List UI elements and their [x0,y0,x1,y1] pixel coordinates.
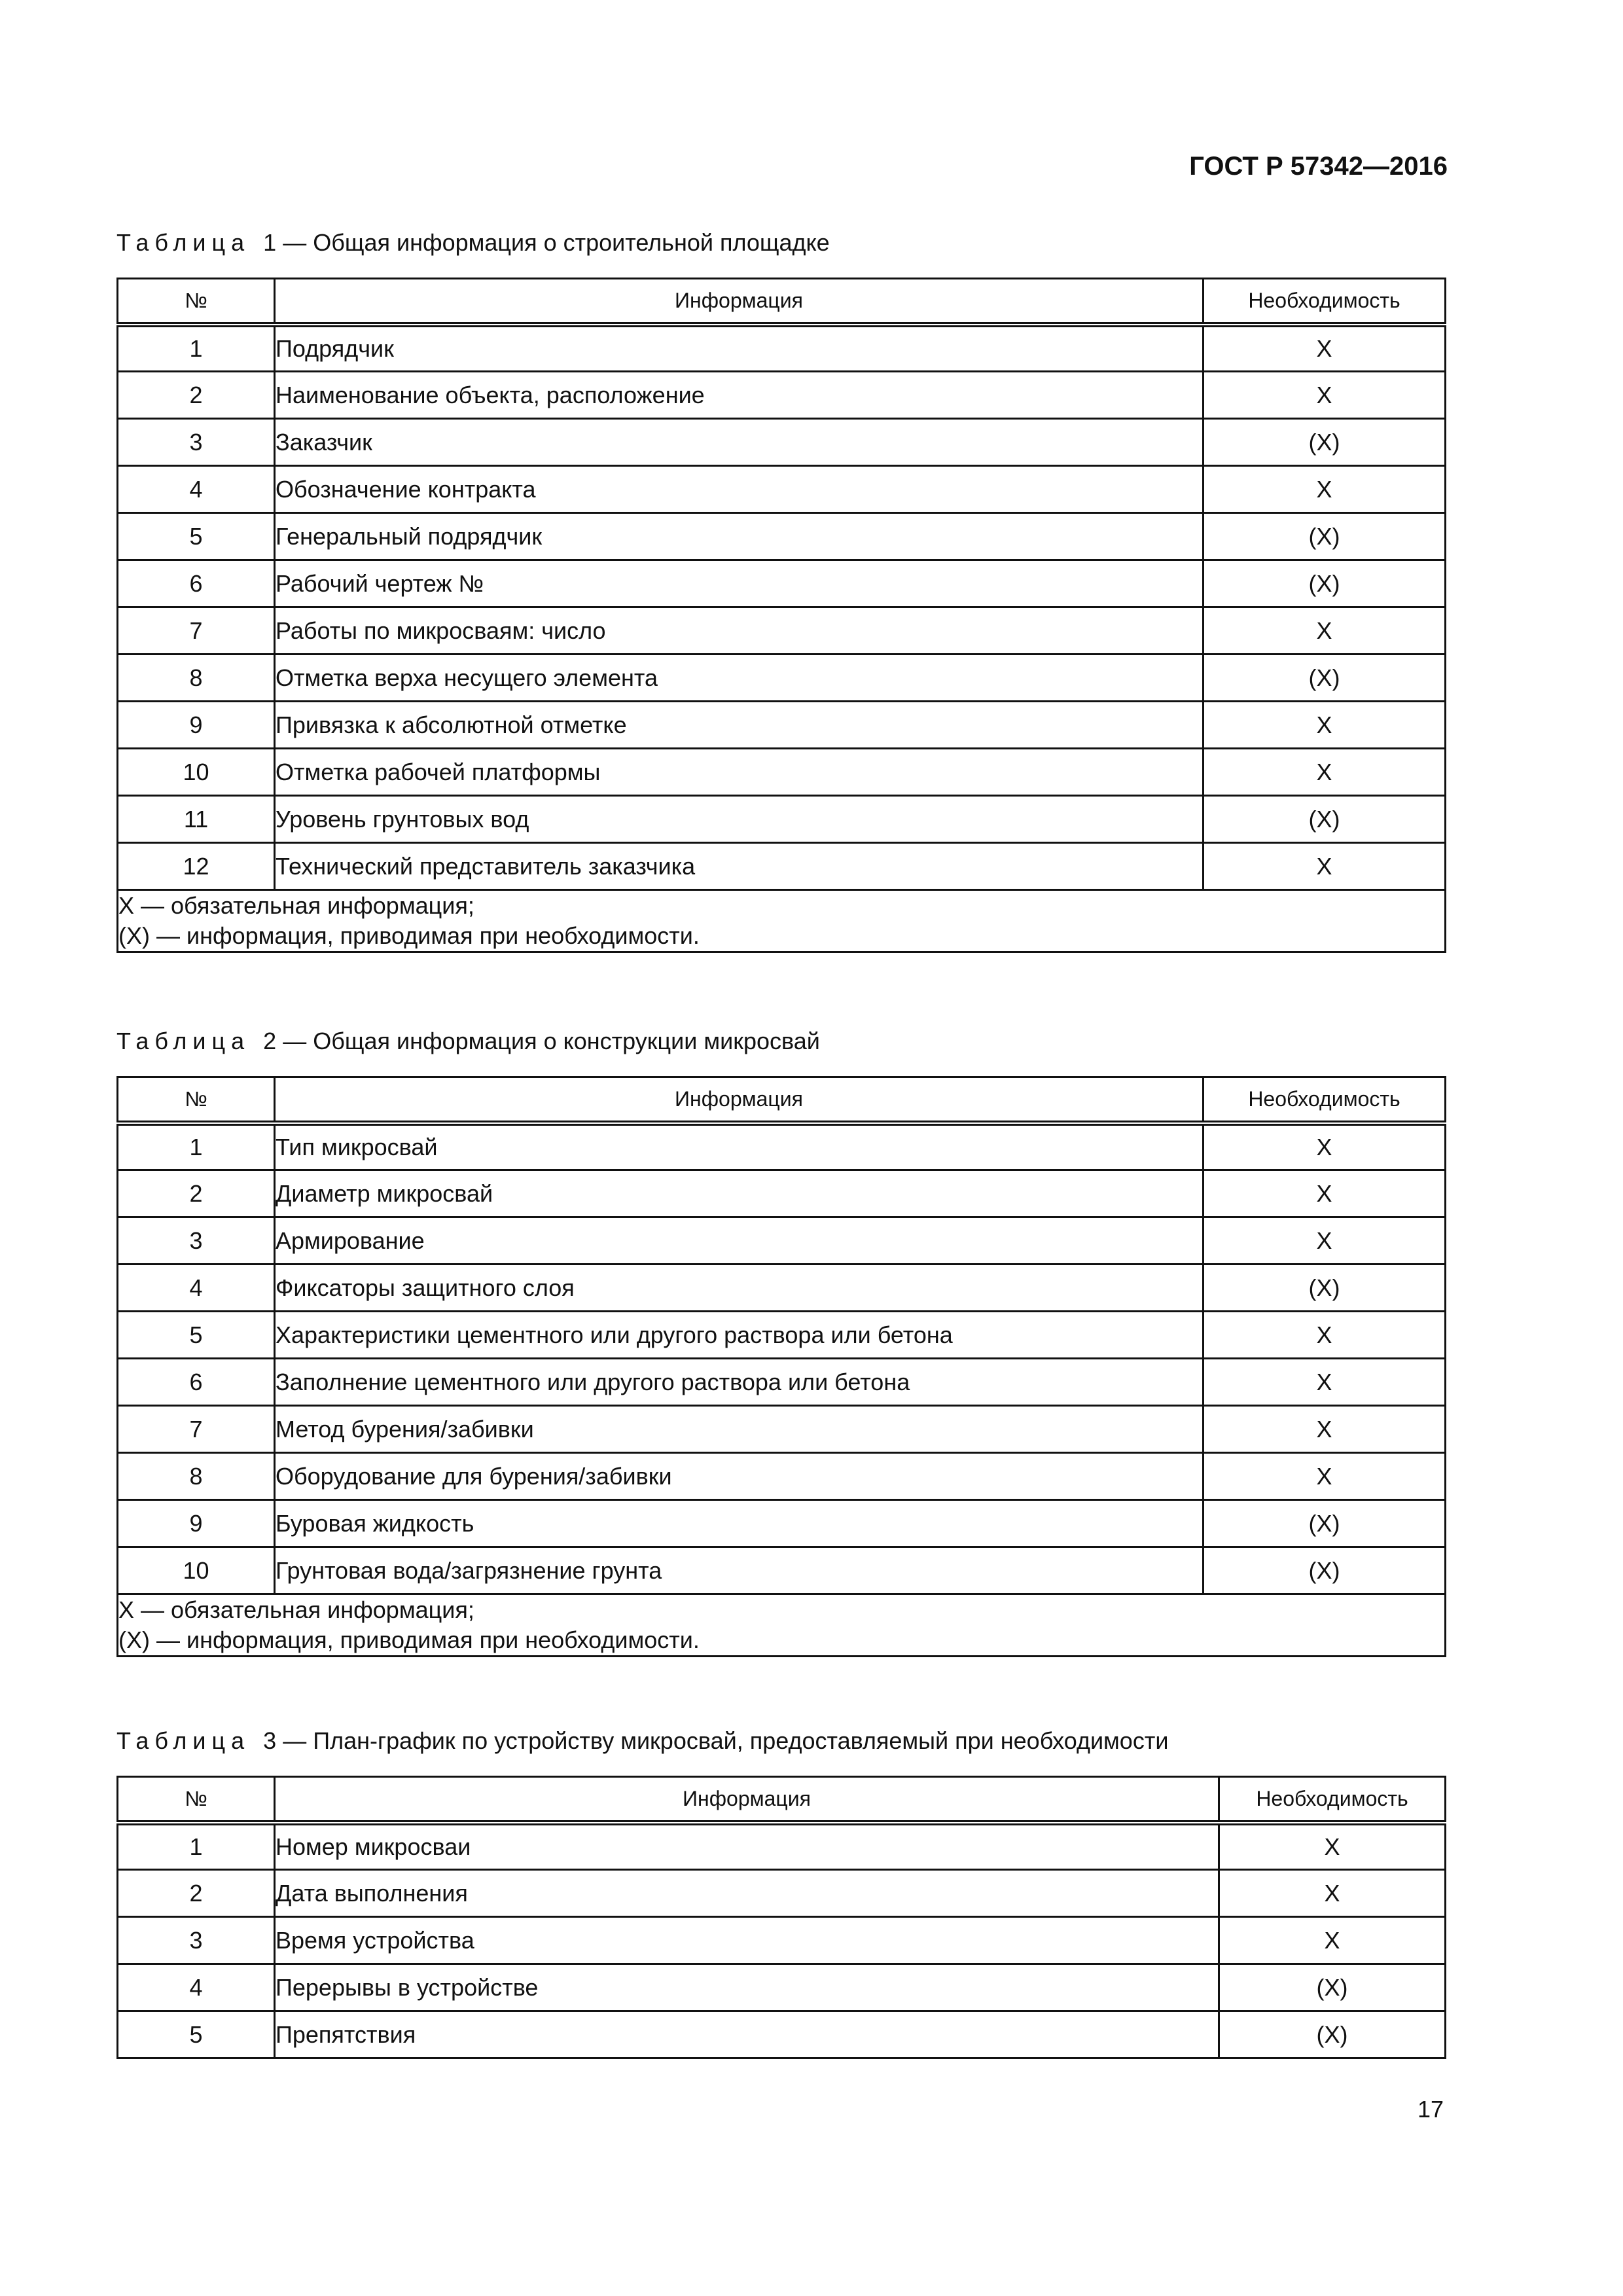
row-info: Метод бурения/забивки [275,1406,1204,1453]
row-number: 8 [118,655,275,702]
row-number: 1 [118,1123,275,1170]
table-row [118,749,1446,796]
table-caption-word: Таблица [116,1028,251,1054]
row-number: 4 [118,1265,275,1312]
row-number: 9 [118,1500,275,1547]
table-row [118,419,1446,466]
row-need: (X) [1204,655,1446,702]
table-row [118,466,1446,513]
row-number: 2 [118,1170,275,1217]
row-need: X [1219,1870,1446,1917]
row-info: Отметка рабочей платформы [275,749,1204,796]
table-row [118,1964,1446,2011]
column-header-info: Информация [275,279,1204,325]
page-number: 17 [1417,2096,1444,2123]
table-row [118,2011,1446,2058]
row-info: Отметка верха несущего элемента [275,655,1204,702]
row-number: 2 [118,372,275,419]
table-row [118,1453,1446,1500]
row-need: X [1204,372,1446,419]
row-need: X [1204,325,1446,372]
row-number: 10 [118,1547,275,1594]
row-need: X [1219,1823,1446,1870]
row-need: X [1204,1453,1446,1500]
row-number: 3 [118,1917,275,1964]
row-need: X [1204,749,1446,796]
row-need: (X) [1204,513,1446,560]
table-note-row [118,1594,1446,1657]
row-number: 4 [118,1964,275,2011]
row-number: 5 [118,2011,275,2058]
row-need: (X) [1219,1964,1446,2011]
row-need: X [1204,702,1446,749]
row-info: Перерывы в устройстве [275,1964,1219,2011]
row-number: 3 [118,1217,275,1265]
row-info: Подрядчик [275,325,1204,372]
row-need: X [1219,1917,1446,1964]
row-number: 1 [118,1823,275,1870]
row-need: X [1204,1406,1446,1453]
table-row [118,796,1446,843]
table-row [118,843,1446,890]
column-header-need: Необходимость [1219,1777,1446,1823]
table-row [118,1217,1446,1265]
table-row [118,325,1446,372]
row-info: Рабочий чертеж № [275,560,1204,607]
table-row [118,1170,1446,1217]
row-info: Оборудование для бурения/забивки [275,1453,1204,1500]
row-need: X [1204,1123,1446,1170]
row-info: Работы по микросваям: число [275,607,1204,655]
column-header-info: Информация [275,1777,1219,1823]
column-header-number: № [118,1077,275,1123]
row-info: Фиксаторы защитного слоя [275,1265,1204,1312]
table-caption-text: 3 — План-график по устройству микросвай, предоставляемый при необходимости [263,1727,1169,1754]
table-header-row [118,1077,1446,1123]
row-info: Наименование объекта, расположение [275,372,1204,419]
table-row [118,1500,1446,1547]
row-number: 10 [118,749,275,796]
row-number: 6 [118,1359,275,1406]
column-header-need: Необходимость [1204,1077,1446,1123]
row-info: Номер микросваи [275,1823,1219,1870]
row-info: Уровень грунтовых вод [275,796,1204,843]
table-row [118,1823,1446,1870]
row-number: 3 [118,419,275,466]
table-3-caption [116,1727,1168,1755]
row-info: Время устройства [275,1917,1219,1964]
row-number: 9 [118,702,275,749]
row-number: 12 [118,843,275,890]
row-number: 7 [118,607,275,655]
table-row [118,1265,1446,1312]
table-row [118,702,1446,749]
table-row [118,1359,1446,1406]
note-line-mandatory: X — обязательная информация; [118,892,474,919]
row-info: Генеральный подрядчик [275,513,1204,560]
table-row [118,1547,1446,1594]
column-header-info: Информация [275,1077,1204,1123]
table-caption-word: Таблица [116,229,251,256]
row-info: Обозначение контракта [275,466,1204,513]
table-row [118,1406,1446,1453]
row-need: (X) [1204,796,1446,843]
row-number: 8 [118,1453,275,1500]
row-need: (X) [1204,419,1446,466]
row-number: 4 [118,466,275,513]
table-row [118,655,1446,702]
table-note [118,890,1446,952]
table-header-row [118,279,1446,325]
row-need: (X) [1204,1500,1446,1547]
table-row [118,1870,1446,1917]
row-info: Характеристики цементного или другого раствора или бетона [275,1312,1204,1359]
row-need: (X) [1219,2011,1446,2058]
row-info: Привязка к абсолютной отметке [275,702,1204,749]
row-info: Дата выполнения [275,1870,1219,1917]
row-number: 11 [118,796,275,843]
row-need: X [1204,1359,1446,1406]
row-number: 1 [118,325,275,372]
row-need: X [1204,1170,1446,1217]
note-line-mandatory: X — обязательная информация; [118,1596,474,1623]
table-row [118,1312,1446,1359]
row-number: 7 [118,1406,275,1453]
row-info: Диаметр микросвай [275,1170,1204,1217]
note-line-optional: (X) — информация, приводимая при необходимости. [118,922,700,949]
table-1 [116,278,1446,953]
table-row [118,560,1446,607]
row-number: 6 [118,560,275,607]
table-caption-text: 1 — Общая информация о строительной площадке [263,229,830,256]
row-number: 5 [118,513,275,560]
table-header-row [118,1777,1446,1823]
column-header-number: № [118,279,275,325]
row-need: (X) [1204,1265,1446,1312]
table-caption-word: Таблица [116,1727,251,1754]
table-caption-text: 2 — Общая информация о конструкции микросвай [263,1028,820,1054]
table-row [118,607,1446,655]
row-need: X [1204,466,1446,513]
document-code: ГОСТ Р 57342—2016 [1189,152,1448,181]
row-info: Буровая жидкость [275,1500,1204,1547]
table-note [118,1594,1446,1657]
row-info: Тип микросвай [275,1123,1204,1170]
row-need: (X) [1204,560,1446,607]
row-info: Грунтовая вода/загрязнение грунта [275,1547,1204,1594]
row-info: Заказчик [275,419,1204,466]
table-2 [116,1076,1446,1657]
table-note-row [118,890,1446,952]
table-row [118,372,1446,419]
row-info: Препятствия [275,2011,1219,2058]
column-header-need: Необходимость [1204,279,1446,325]
row-info: Армирование [275,1217,1204,1265]
table-2-caption [116,1028,820,1055]
row-info: Технический представитель заказчика [275,843,1204,890]
table-row [118,1917,1446,1964]
table-3 [116,1776,1446,2059]
note-line-optional: (X) — информация, приводимая при необходимости. [118,1626,700,1653]
row-number: 2 [118,1870,275,1917]
row-need: X [1204,1312,1446,1359]
table-row [118,513,1446,560]
row-need: X [1204,1217,1446,1265]
column-header-number: № [118,1777,275,1823]
table-row [118,1123,1446,1170]
row-info: Заполнение цементного или другого раствора или бетона [275,1359,1204,1406]
row-need: X [1204,843,1446,890]
row-number: 5 [118,1312,275,1359]
row-need: (X) [1204,1547,1446,1594]
row-need: X [1204,607,1446,655]
table-1-caption [116,229,830,257]
